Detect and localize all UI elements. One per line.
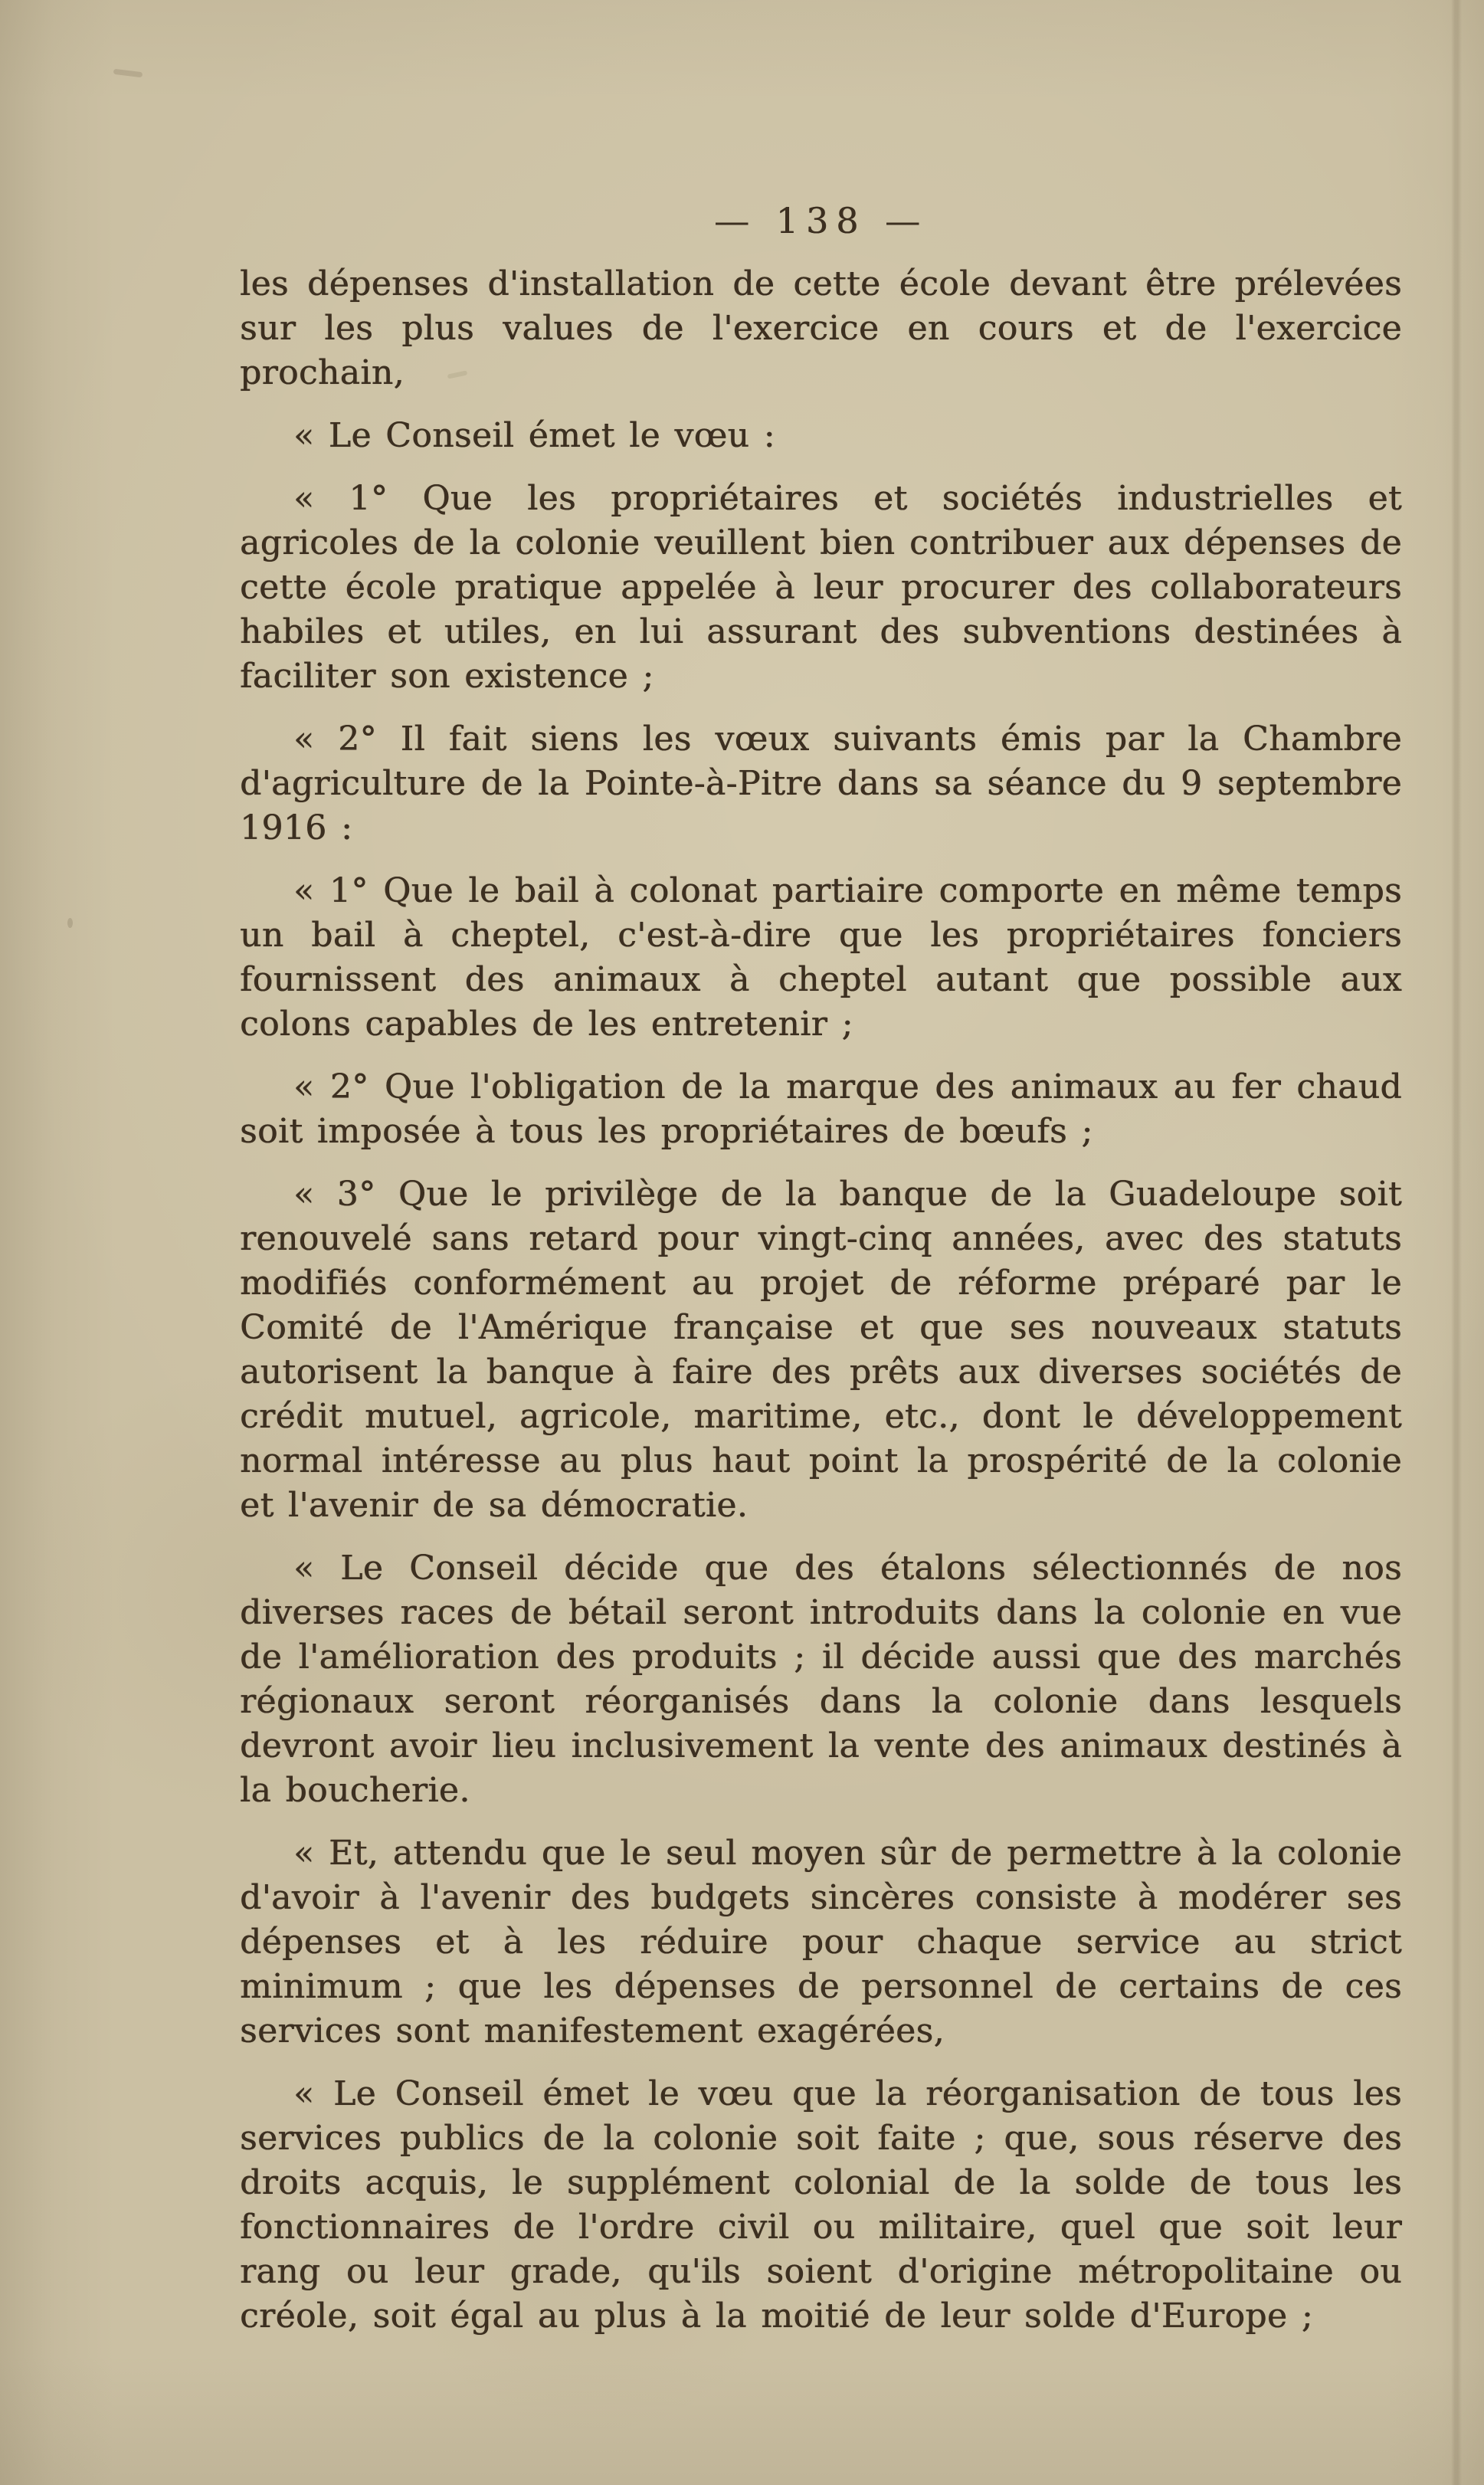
- body-text: [240, 262, 1402, 2339]
- paragraph-10: « Le Conseil émet le vœu que la réorganisation de tous les services publics de la colonie soit faite ; que, sous réserve des droits acquis, le supplément colonial de la solde de tous les fonctionnaires de l'ordre civil ou militaire, quel que soit leur rang ou leur grade, qu'ils soient d'origine métropolitaine ou créole, soit égal au plus à la moitié de leur solde d'Europe ;: [240, 2074, 1402, 2336]
- paragraph-2: « Le Conseil émet le vœu :: [293, 416, 775, 455]
- paragraph-3: « 1° Que les propriétaires et sociétés industrielles et agricoles de la colonie veuillent bien contribuer aux dépenses de cette école pratique appelée à leur procurer des collaborateurs habiles et utiles, en lui assurant des subventions destinées à faciliter son existence ;: [240, 479, 1402, 696]
- scan-speck: [67, 918, 73, 928]
- paragraph-5: « 1° Que le bail à colonat partiaire comporte en même temps un bail à cheptel, c'est-à-dire que les propriétaires fonciers fournissent des animaux à cheptel autant que possible aux colons capables de les entretenir ;: [240, 871, 1402, 1044]
- paragraph-6: « 2° Que l'obligation de la marque des animaux au fer chaud soit imposée à tous les propriétaires de bœufs ;: [240, 1067, 1402, 1151]
- paragraph-9: « Et, attendu que le seul moyen sûr de permettre à la colonie d'avoir à l'avenir des budgets sincères consiste à modérer ses dépenses et à les réduire pour chaque service au strict minimum ; que les dépenses de personnel de certains de ces services sont manifestement exagérées,: [240, 1834, 1402, 2051]
- paragraph-7: « 3° Que le privilège de la banque de la Guadeloupe soit renouvelé sans retard pour vingt-cinq années, avec des statuts modifiés conformément au projet de réforme préparé par le Comité de l'Amérique française et que ses nouveaux statuts autorisent la banque à faire des prêts aux diverses sociétés de crédit mutuel, agricole, maritime, etc., dont le développement normal intéresse au plus haut point la prospérité de la colonie et l'avenir de sa démocratie.: [240, 1175, 1402, 1525]
- paragraph-1: les dépenses d'installation de cette école devant être prélevées sur les plus values de l'exercice en cours et de l'exercice prochain,: [240, 264, 1402, 392]
- scan-speck: [113, 69, 143, 78]
- paragraph-8: « Le Conseil décide que des étalons sélectionnés de nos diverses races de bétail seront introduits dans la colonie en vue de l'amélioration des produits ; il décide aussi que des marchés régionaux seront réorganisés dans la colonie dans lesquels devront avoir lieu inclusivement la vente des animaux destinés à la boucherie.: [240, 1549, 1402, 1810]
- paragraph-4: « 2° Il fait siens les vœux suivants émis par la Chambre d'agriculture de la Pointe-à-Pitre dans sa séance du 9 septembre 1916 :: [240, 720, 1402, 847]
- page-number: — 138 —: [713, 200, 929, 241]
